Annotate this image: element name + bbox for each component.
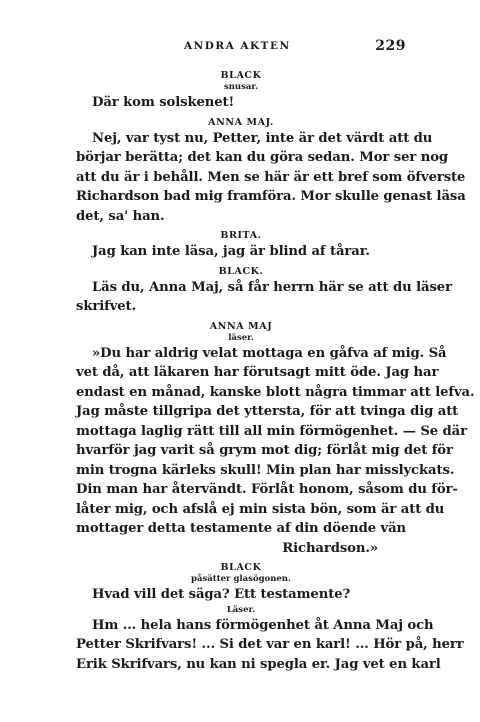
page-body (76, 70, 475, 674)
dialogue-line: Erik Skrifvars, nu kan ni spegla er. Jag vet en karl (76, 656, 441, 672)
speaker-name: ANNA MAJ. (208, 116, 274, 128)
stage-direction: påsätter glasögonen. (191, 574, 291, 584)
letter-line: endast en månad, kanske blott några timmar att lefva. (76, 384, 475, 400)
speaker-name: ANNA MAJ (209, 320, 273, 332)
dialogue-line: Jag kan inte läsa, jag är blind af tårar. (92, 244, 370, 259)
letter-signature: Richardson.» (282, 540, 378, 556)
speaker-name: BRITA. (220, 230, 262, 241)
dialogue-line: Läs du, Anna Maj, så får herrn här se att du läser (92, 279, 452, 295)
dialogue-line: det, sa' han. (76, 208, 165, 224)
page-header (76, 38, 406, 56)
letter-line: vet då, att läkaren har förutsagt mitt öde. Jag har (76, 365, 439, 380)
speaker-name: BLACK (220, 562, 262, 573)
letter-line: låter mig, och afslå ej min sista bön, som är att du (76, 501, 445, 517)
letter-line: Din man har återvändt. Förlåt honom, såsom du för- (76, 482, 458, 497)
dialogue-line: börjar berätta; det kan du göra sedan. Mor ser nog (76, 150, 449, 165)
speaker-name: BLACK (220, 70, 262, 81)
running-title: ANDRA AKTEN (184, 40, 291, 52)
dialogue-line: Petter Skrifvars! ... Si det var en karl! ... Hör på, herr (76, 637, 464, 652)
stage-direction: Läser. (226, 604, 256, 615)
dialogue-line: Där kom solskenet! (92, 95, 235, 110)
speaker-name: BLACK. (218, 265, 264, 277)
letter-line: hvarför jag varit så grym mot dig; förlåt mig det för (76, 443, 453, 458)
letter-line: Jag måste tillgripa det yttersta, för att tvinga dig att (76, 404, 459, 419)
dialogue-line: att du är i behåll. Men se här är ett bref som öfverste (76, 169, 466, 185)
stage-direction: läser. (228, 332, 254, 343)
letter-line: min trogna kärleks skull! Min plan har misslyckats. (76, 462, 455, 478)
letter-line: »Du har aldrig velat mottaga en gåfva af mig. Så (92, 345, 447, 361)
dialogue-line: Richardson bad mig framföra. Mor skulle genast läsa (76, 189, 466, 204)
page-number: 229 (375, 38, 406, 54)
letter-line: mottager detta testamente af din döende vän (76, 521, 407, 536)
dialogue-line: Nej, var tyst nu, Petter, inte är det värdt att du (92, 130, 433, 146)
stage-direction: snusar. (223, 82, 259, 92)
dialogue-line: Hvad vill det säga? Ett testamente? (92, 587, 351, 602)
letter-line: mottaga laglig rätt till all min förmögenhet. — Se där (76, 423, 467, 439)
dialogue-line: Hm ... hela hans förmögenhet åt Anna Maj och (92, 617, 434, 633)
dialogue-line: skrifvet. (76, 299, 137, 314)
